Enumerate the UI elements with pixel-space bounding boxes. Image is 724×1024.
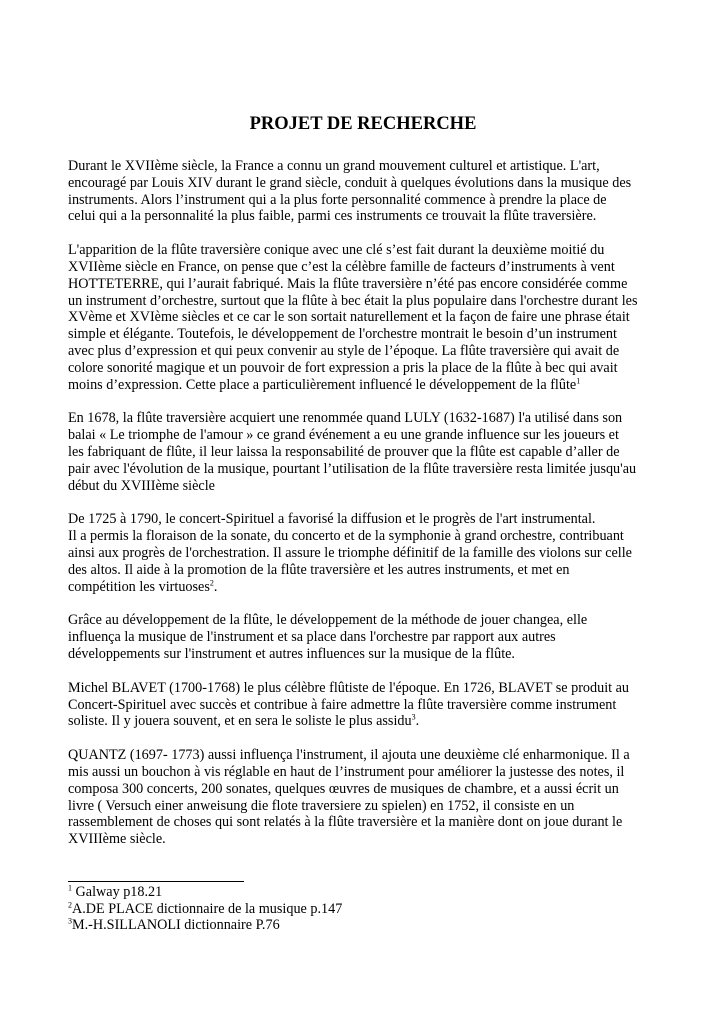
text-line: un instrument d’orchestre, surtout que la flûte à bec était la plus populaire dans l'orchestre durant les xyxy=(68,292,638,309)
punctuation: . xyxy=(213,578,218,595)
text-line xyxy=(68,377,658,394)
text-line: celui qui a la personnalité la plus faible, parmi ces instruments ce trouvait la flûte traversière. xyxy=(68,208,597,225)
text-line: ainsi aux progrès de l'orchestration. Il assure le triomphe définitif de la famille des violons sur celle xyxy=(68,544,632,561)
text-line-content: moins d’expression. Cette place a particulièrement influencé le développement de la flûte xyxy=(68,376,577,393)
footnote-mark: 3 xyxy=(68,916,72,926)
text-line: Concert-Spirituel avec succès et contribue à faire admettre la flûte traversière comme instrument xyxy=(68,696,617,713)
paragraph xyxy=(68,410,658,494)
text-line: des altos. Il aide à la promotion de la flûte traversière et les autres instruments, et met en xyxy=(68,561,570,578)
text-line: développements sur l'instrument et autres influences sur la musique de la flûte. xyxy=(68,645,515,662)
text-line: XVIIème siècle en France, on pense que c’est la célèbre famille de facteurs d’instruments à vent xyxy=(68,258,615,275)
text-line: De 1725 à 1790, le concert-Spirituel a favorisé la diffusion et le progrès de l'art instrumental. xyxy=(68,511,596,528)
text-line: livre ( Versuch einer anweisung die flote traversiere zu spielen) en 1752, il consiste en un xyxy=(68,797,575,814)
footnote-text: Galway p18.21 xyxy=(72,884,163,900)
text-line xyxy=(68,579,658,596)
text-line: Durant le XVIIème siècle, la France a connu un grand mouvement culturel et artistique. L'art, xyxy=(68,158,600,174)
footnote-mark: 1 xyxy=(68,883,72,893)
text-line-content: compétition les virtuoses xyxy=(68,578,210,595)
text-line: Michel BLAVET (1700-1768) le plus célèbre flûtiste de l'époque. En 1726, BLAVET se produit au xyxy=(68,679,630,696)
footnote-reference[interactable]: 1 xyxy=(576,375,581,385)
text-line: HOTTETERRE, qui l’aurait fabriqué. Mais la flûte traversière n’été pas encore considérée comme xyxy=(68,275,628,292)
paragraph xyxy=(68,242,658,393)
text-line: avec plus d’expression et qui peux convenir au style de l’époque. La flûte traversière qui avait de xyxy=(68,342,620,359)
paragraph xyxy=(68,747,658,848)
text-line-content: soliste. Il y jouera souvent, et en sera le soliste le plus assidu xyxy=(68,713,412,730)
document-page xyxy=(68,112,658,865)
paragraph xyxy=(68,612,658,662)
footnote-separator xyxy=(68,881,244,882)
footnote-reference[interactable]: 2 xyxy=(209,577,214,587)
text-line: simple et élégante. Toutefois, le développement de l'orchestre montrait le besoin d’un instrument xyxy=(68,326,617,343)
text-line: L'apparition de la flûte traversière conique avec une clé s’est fait durant la deuxième moitié du xyxy=(68,242,605,259)
text-line: rassemblement de choses qui sont relatés à la flûte traversière et la manière dont on joue durant le xyxy=(68,814,623,831)
text-line: influença la musique de l'instrument et sa place dans l'orchestre par rapport aux autres xyxy=(68,629,556,646)
text-line: Il a permis la floraison de la sonate, du concerto et de la symphonie à grand orchestre, contribuant xyxy=(68,528,624,545)
paragraph xyxy=(68,680,658,730)
footnote-text: A.DE PLACE dictionnaire de la musique p.147 xyxy=(72,900,343,917)
text-line: pair avec l'évolution de la musique, pourtant l’utilisation de la flûte traversière resta limitée jusqu'au xyxy=(68,460,637,477)
text-line: les fabriquant de flûte, il leur laissa la responsabilité de prouver que la flûte est capable d’aller de xyxy=(68,443,620,460)
footnote-2 xyxy=(68,901,468,918)
text-line: En 1678, la flûte traversière acquiert une renommée quand LULY (1632-1687) l'a utilisé dans son xyxy=(68,410,623,427)
footnote-1 xyxy=(68,884,468,901)
text-line xyxy=(68,713,658,730)
text-line: mis aussi un bouchon à vis réglable en haut de l’instrument pour améliorer la justesse des notes, il xyxy=(68,763,625,780)
text-line: instruments. Alors l’instrument qui a la plus forte personnalité commence à prendre la place de xyxy=(68,191,607,208)
footnote-text: M.-H.SILLANOLI dictionnaire P.76 xyxy=(72,917,280,933)
footnote-3 xyxy=(68,917,468,934)
text-line: encouragé par Louis XIV durant le grand siècle, conduit à quelques évolutions dans la musique des xyxy=(68,174,632,191)
footnote-reference[interactable]: 3 xyxy=(411,712,416,722)
text-line: colore sonorité magique et un pouvoir de fort expression a pris la place de la flûte à bec qui avait xyxy=(68,359,618,376)
text-line: Grâce au développement de la flûte, le développement de la méthode de jouer changea, elle xyxy=(68,612,588,629)
page-title: PROJET DE RECHERCHE xyxy=(249,114,477,134)
punctuation: . xyxy=(415,713,420,730)
body-text xyxy=(68,158,658,848)
text-line: QUANTZ (1697- 1773) aussi influença l'instrument, il ajouta une deuxième clé enharmonique. Il a xyxy=(68,747,630,764)
paragraph xyxy=(68,511,658,595)
text-line: début du XVIIIème siècle xyxy=(68,477,215,494)
paragraph xyxy=(68,158,658,225)
footnote-mark: 2 xyxy=(68,899,72,909)
text-line: composa 300 concerts, 200 sonates, quelques œuvres de musiques de chambre, et a aussi écrit un xyxy=(68,780,619,797)
text-line: XVIIIème siècle. xyxy=(68,831,166,848)
footnotes xyxy=(68,884,468,934)
text-line: XVème et XVIème siècles et ce car le son sortait naturellement et la façon de faire une phrase était xyxy=(68,309,630,326)
text-line: balai « Le triomphe de l'amour » ce grand événement a eu une grande influence sur les joueurs et xyxy=(68,427,619,444)
